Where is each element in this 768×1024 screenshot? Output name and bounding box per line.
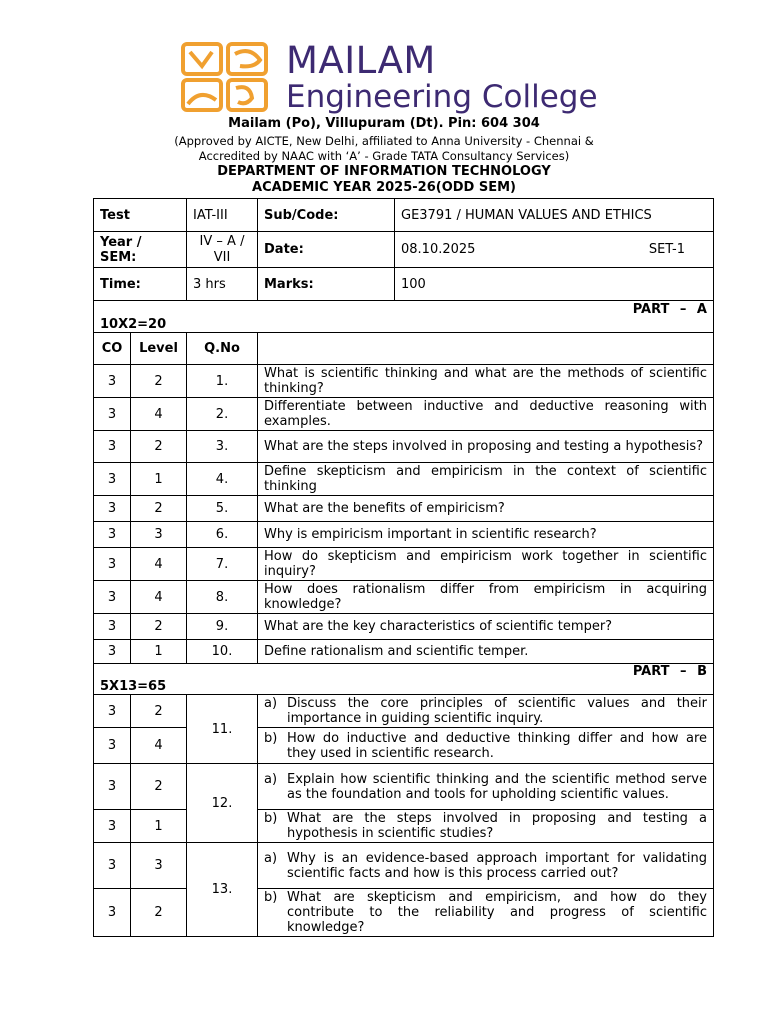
- sub-question-label: a): [264, 696, 278, 711]
- level-cell: 2: [131, 431, 187, 463]
- sub-question-text: What are skepticism and empiricism, and how do they contribute to the reliability and progress of scientific knowledge?: [287, 890, 707, 935]
- test-label: Test: [94, 199, 187, 232]
- info-row-test: [94, 199, 714, 232]
- co-cell: 3: [94, 843, 131, 889]
- table-row: [94, 695, 714, 728]
- marks-value: 100: [395, 268, 714, 301]
- set-value: SET-1: [648, 242, 685, 257]
- co-cell: 3: [94, 581, 131, 614]
- table-row: [94, 764, 714, 810]
- sub-question: [258, 810, 714, 843]
- question-paper-table: [93, 198, 714, 937]
- table-row: [94, 522, 714, 548]
- level-cell: 4: [131, 548, 187, 581]
- sub-question-text: Discuss the core principles of scientific values and their importance in guiding scientific inquiry.: [287, 696, 707, 726]
- question-text: Why is empiricism important in scientific research?: [258, 522, 714, 548]
- level-cell: 3: [131, 843, 187, 889]
- qno-cell: 9.: [187, 614, 258, 640]
- college-logo: [180, 40, 630, 116]
- part-a-marks: 10X2=20: [100, 316, 167, 332]
- level-cell: 2: [131, 764, 187, 810]
- level-cell: 1: [131, 810, 187, 843]
- part-a-title: PART – A: [632, 301, 707, 317]
- co-cell: 3: [94, 365, 131, 398]
- date-value: 08.10.2025: [401, 242, 476, 257]
- sub-question-text: Why is an evidence-based approach important for validating scientific facts and how is this process carried out?: [287, 850, 707, 881]
- level-cell: 4: [131, 581, 187, 614]
- qno-cell: 13.: [187, 843, 258, 937]
- info-row-year: [94, 232, 714, 268]
- table-row: [94, 640, 714, 664]
- qno-cell: 7.: [187, 548, 258, 581]
- yearsem-value: IV – A / VII: [187, 232, 258, 268]
- level-cell: 1: [131, 463, 187, 496]
- elephant-logo-icon: [180, 40, 280, 116]
- co-cell: 3: [94, 810, 131, 843]
- question-text: How do skepticism and empiricism work together in scientific inquiry?: [258, 548, 714, 581]
- approval-line-1: (Approved by AICTE, New Delhi, affiliated to Anna University - Chennai &: [174, 134, 594, 148]
- sub-question-label: b): [264, 811, 278, 826]
- question-text: What are the steps involved in proposing and testing a hypothesis?: [258, 431, 714, 463]
- table-row: [94, 614, 714, 640]
- part-a-questions: [94, 365, 714, 664]
- co-cell: 3: [94, 522, 131, 548]
- part-a-column-headers: [94, 333, 714, 365]
- qno-cell: 10.: [187, 640, 258, 664]
- part-a-header-row: [94, 301, 714, 333]
- qno-cell: 8.: [187, 581, 258, 614]
- table-row: [94, 843, 714, 889]
- question-header-blank: [258, 333, 714, 365]
- table-row: [94, 463, 714, 496]
- sub-question-label: a): [264, 771, 278, 787]
- level-cell: 4: [131, 728, 187, 764]
- college-name-line1: MAILAM: [286, 39, 436, 82]
- level-cell: 4: [131, 398, 187, 431]
- sub-question-text: Explain how scientific thinking and the scientific method serve as the foundation and tools for upholding scientific values.: [287, 771, 707, 802]
- qno-cell: 4.: [187, 463, 258, 496]
- question-text: Differentiate between inductive and deductive reasoning with examples.: [258, 398, 714, 431]
- question-text: Define skepticism and empiricism in the context of scientific thinking: [258, 463, 714, 496]
- part-b-header-row: [94, 664, 714, 695]
- co-cell: 3: [94, 398, 131, 431]
- qno-cell: 11.: [187, 695, 258, 764]
- co-header: CO: [94, 333, 131, 365]
- date-label: Date:: [258, 232, 395, 268]
- test-value: IAT-III: [187, 199, 258, 232]
- subcode-value: GE3791 / HUMAN VALUES AND ETHICS: [395, 199, 714, 232]
- time-value: 3 hrs: [187, 268, 258, 301]
- academic-year: ACADEMIC YEAR 2025-26(ODD SEM): [252, 180, 516, 195]
- approval-line-2: Accredited by NAAC with ‘A’ - Grade TATA Consultancy Services): [198, 149, 570, 163]
- yearsem-label: Year / SEM:: [94, 232, 187, 268]
- sub-question-label: b): [264, 890, 278, 905]
- co-cell: 3: [94, 463, 131, 496]
- qno-cell: 1.: [187, 365, 258, 398]
- question-text: What are the benefits of empiricism?: [258, 496, 714, 522]
- sub-question: [258, 889, 714, 937]
- question-text: What is scientific thinking and what are the methods of scientific thinking?: [258, 365, 714, 398]
- sub-question-text: What are the steps involved in proposing and testing a hypothesis in scientific studies?: [287, 811, 707, 841]
- qno-cell: 12.: [187, 764, 258, 843]
- co-cell: 3: [94, 496, 131, 522]
- sub-question-label: b): [264, 730, 278, 746]
- sub-question: [258, 843, 714, 889]
- sub-question: [258, 764, 714, 810]
- time-label: Time:: [94, 268, 187, 301]
- part-b-header: [94, 664, 714, 695]
- qno-cell: 3.: [187, 431, 258, 463]
- table-row: [94, 548, 714, 581]
- co-cell: 3: [94, 548, 131, 581]
- level-cell: 2: [131, 614, 187, 640]
- part-a-header: [94, 301, 714, 333]
- college-address: Mailam (Po), Villupuram (Dt). Pin: 604 304: [228, 116, 540, 131]
- table-row: [94, 365, 714, 398]
- qno-cell: 6.: [187, 522, 258, 548]
- table-row: [94, 496, 714, 522]
- part-b-marks: 5X13=65: [100, 679, 167, 694]
- marks-label: Marks:: [258, 268, 395, 301]
- date-cell: [395, 232, 714, 268]
- co-cell: 3: [94, 889, 131, 937]
- sub-question: [258, 728, 714, 764]
- info-row-time: [94, 268, 714, 301]
- part-b-questions: [94, 695, 714, 937]
- qno-cell: 2.: [187, 398, 258, 431]
- table-row: [94, 398, 714, 431]
- co-cell: 3: [94, 695, 131, 728]
- table-row: [94, 431, 714, 463]
- question-text: Define rationalism and scientific temper.: [258, 640, 714, 664]
- co-cell: 3: [94, 431, 131, 463]
- level-cell: 2: [131, 365, 187, 398]
- sub-question-text: How do inductive and deductive thinking differ and how are they used in scientific research.: [287, 730, 707, 761]
- qno-header: Q.No: [187, 333, 258, 365]
- subcode-label: Sub/Code:: [258, 199, 395, 232]
- question-text: What are the key characteristics of scientific temper?: [258, 614, 714, 640]
- sub-question: [258, 695, 714, 728]
- sub-question-label: a): [264, 850, 278, 866]
- level-cell: 2: [131, 695, 187, 728]
- level-header: Level: [131, 333, 187, 365]
- co-cell: 3: [94, 728, 131, 764]
- level-cell: 2: [131, 889, 187, 937]
- department-title: DEPARTMENT OF INFORMATION TECHNOLOGY: [217, 164, 551, 179]
- co-cell: 3: [94, 764, 131, 810]
- level-cell: 2: [131, 496, 187, 522]
- question-text: How does rationalism differ from empiricism in acquiring knowledge?: [258, 581, 714, 614]
- part-b-title: PART – B: [632, 664, 707, 679]
- co-cell: 3: [94, 640, 131, 664]
- table-row: [94, 581, 714, 614]
- college-name-line2: Engineering College: [286, 79, 598, 115]
- qno-cell: 5.: [187, 496, 258, 522]
- level-cell: 1: [131, 640, 187, 664]
- co-cell: 3: [94, 614, 131, 640]
- level-cell: 3: [131, 522, 187, 548]
